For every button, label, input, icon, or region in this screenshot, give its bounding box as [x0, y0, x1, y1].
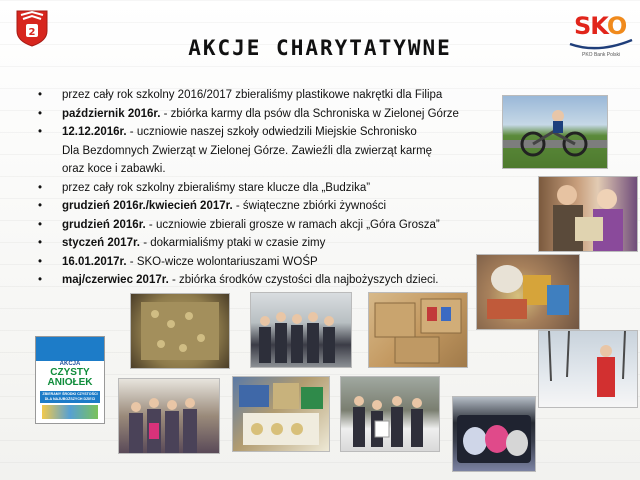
item-text: - zbiórka środków czystości dla najbożyszych dzieci.	[168, 274, 439, 286]
photo-food-donations	[232, 376, 330, 452]
photo-collected-coins	[130, 293, 230, 369]
photo-car-trunk-donations	[452, 396, 536, 472]
sko-swoosh-icon	[568, 38, 634, 52]
photo-children-group	[118, 378, 220, 454]
poster-line3: ZBIERAMY ŚRODKI CZYSTOŚCI DLA NAJUBOŻSZYCH DZIECI	[40, 391, 100, 403]
photo-feeding-birds-winter	[538, 330, 638, 408]
list-item	[38, 253, 508, 272]
list-item	[38, 216, 508, 235]
photo-kids-with-donations	[538, 176, 638, 252]
poster-image-band	[42, 405, 98, 419]
poster-header-band	[36, 337, 104, 361]
item-text: - dokarmialiśmy ptaki w czasie zimy	[140, 237, 326, 249]
sko-pko-logo	[568, 12, 634, 66]
item-text: - zbiórka karmy dla psów dla Schroniska w Zielonej Górze	[160, 107, 459, 120]
item-date: maj/czerwiec 2017r.	[62, 274, 169, 286]
photo-boy-on-bike	[502, 95, 608, 169]
item-date: grudzień 2016r.	[62, 218, 146, 231]
photo-collected-items	[476, 254, 580, 330]
item-text: przez cały rok szkolny zbieraliśmy stare klucze dla „Budzika”	[62, 181, 371, 194]
school-emblem-number: 2	[28, 27, 36, 38]
item-date: 16.01.2017r.	[62, 255, 127, 268]
item-text: - SKO-wicze wolontariuszami WOŚP	[126, 255, 318, 268]
photo-food-boxes	[368, 292, 468, 368]
list-item	[38, 234, 508, 253]
photo-group-outdoors	[250, 292, 352, 368]
item-text: - uczniowie zbierali grosze w ramach akcji „Góra Grosza”	[145, 218, 440, 231]
item-text: - uczniowie naszej szkoły odwiedzili Miejskie Schronisko	[126, 126, 417, 138]
poster-line1: AKCJA	[59, 361, 81, 367]
page-title: AKCJE CHARYTATYWNE	[188, 36, 452, 60]
poster-czysty-aniolek	[35, 336, 105, 424]
item-date: styczeń 2017r.	[62, 237, 141, 249]
sko-letter-s: S	[574, 12, 591, 40]
sko-letter-o: O	[606, 12, 627, 40]
list-item	[38, 86, 508, 105]
poster-line2: CZYSTY ANIOŁEK	[47, 367, 93, 388]
sko-logo-subtitle: PKO Bank Polski	[582, 52, 621, 58]
item-text-continued: oraz koce i zabawki.	[62, 163, 166, 175]
list-item	[38, 197, 508, 216]
charity-actions-list	[38, 86, 508, 290]
list-item	[38, 105, 508, 124]
item-date: 12.12.2016r.	[62, 126, 127, 138]
item-text: - świąteczne zbiórki żywności	[232, 200, 387, 212]
sko-logo-word	[574, 12, 626, 40]
item-text: przez cały rok szkolny 2016/2017 zbieraliśmy plastikowe nakrętki dla Filipa	[62, 89, 443, 101]
item-date: październik 2016r.	[62, 107, 161, 120]
sko-letter-k: K	[590, 12, 607, 40]
item-date: grudzień 2016r./kwiecień 2017r.	[62, 200, 233, 212]
list-item	[38, 271, 508, 290]
item-text-continued: Dla Bezdomnych Zwierząt w Zielonej Górze. Zawieźli dla zwierząt karmę	[62, 144, 433, 157]
photo-children-with-bags	[340, 376, 440, 452]
list-item	[38, 123, 508, 179]
list-item	[38, 179, 508, 198]
